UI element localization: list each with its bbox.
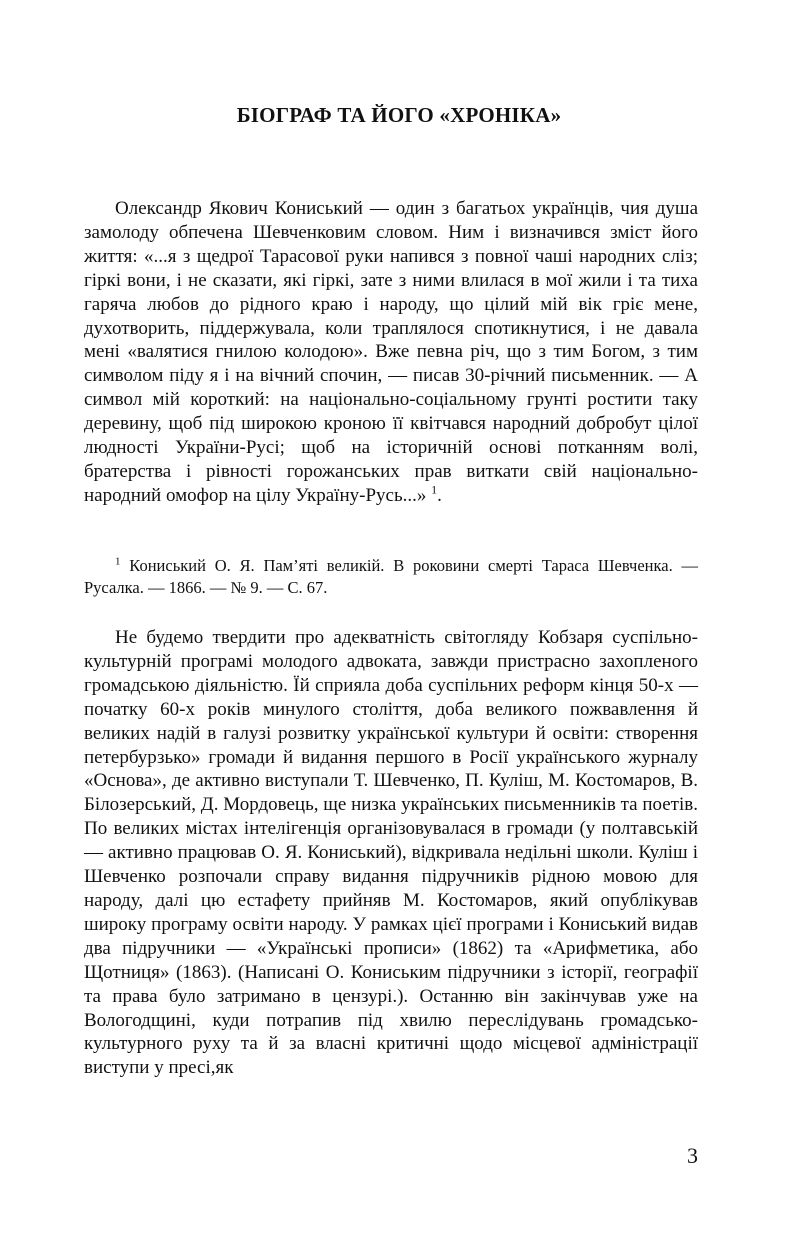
page-number: 3 <box>687 1143 698 1168</box>
footnote-reference[interactable]: 1 <box>431 482 438 497</box>
paragraph-1-text: Олександр Якович Кониський — один з багатьох українців, чия душа замолоду обпечена Шевченковим словом. Ним і визначився зміст його життя: «...я з щедрої Тарасової руки напився з повної чаші народних сліз; гіркі вони, і не сказати, які гіркі, зате з ними влилася в мої жили і та тиха гаряча любов до рідного краю і народу, що цілий мій вік гріє мене, духотворить, піддержувала, коли траплялося спотикнутися, і не давала мені «валятися гнилою колодою». Вже певна річ, що з тим Богом, з тим символом піду я і на вічний спочин, — писав 30-річний письменник. — А символ мій короткий: на національно-соціальному грунті ростити таку деревину, щоб під широкою кроною її квітчався народний добробут цілої людності України-Русі; щоб на історичній основі потканням волі, братерства і рівності горожанських прав виткати свій національно-народний омофор на цілу Україну-Русь...» <box>84 198 698 506</box>
footnote-number: 1 <box>115 555 121 568</box>
footnote-text: Кониський О. Я. Пам’яті великій. В роковини смерті Тараса Шевченка. — Русалка. — 1866. — № 9. — С. 67. <box>84 556 698 597</box>
footnote <box>84 555 698 599</box>
page-title: БІОГРАФ ТА ЙОГО «ХРОНІКА» <box>236 103 562 127</box>
body-paragraph-1: Олександр Якович Кониський — один з багатьох українців, чия душа замолоду обпечена Шевченковим словом. Ним і визначився зміст його життя: «...я з щедрої Тарасової руки напився з повної чаші народних сліз; гіркі вони, і не сказати, які гіркі, зате з ними влилася в мої жили і та тиха гаряча любов до рідного краю і народу, що цілий мій вік гріє мене, духотворить, піддержувала, коли траплялося спотикнутися, і не давала мені «валятися гнилою колодою». Вже певна річ, що з тим Богом, з тим символом піду я і на вічний спочин, — писав 30-річний письменник. — А символ мій короткий: на національно-соціальному грунті ростити таку деревину, щоб під широкою кроною її квітчався народний добробут цілої людності України-Русі; щоб на історичній основі потканням волі, братерства і рівності горожанських прав виткати свій національно-народний омофор на цілу Україну-Русь...» $^1$. <box>84 198 698 506</box>
body-paragraph-2: Не будемо твердити про адекватність світогляду Кобзаря суспільно-культурній програмі молодого адвоката, завжди пристрасно захопленого громадською діяльністю. Їй сприяла доба суспільних реформ кінця 50-х — початку 60-х років минулого століття, доба великого пожвавлення й великих надій в галузі розвитку української культури й освіти: створення петербурзько» громади й видання першого в Росії українського журналу «Основа», де активно виступали Т. Шевченко, П. Куліш, М. Костомаров, В. Білозерський, Д. Мордовець, ще низка українських письменників та поетів. По великих містах інтелігенція організовувалася в громади (у полтавській — активно працював О. Я. Кониський), відкривала недільні школи. Куліш і Шевченко розпочали справу видання підручників рідною мовою для народу, далі цю естафету прийняв М. Костомаров, який опублікував широку програму освіти народу. У рамках цієї програми і Кониський видав два підручники — «Українські прописи» (1862) та «Арифметика, або Щотниця» (1863). (Написані О. Кониським підручники з історії, географії та права було затримано в цензурі.). Останню він закінчував уже на Вологодщині, куди потрапив під хвилю переслідувань громадсько-культурного руху та й за власні критичні щодо місцевої адміністрації виступи у пресі,як <box>84 627 698 1079</box>
